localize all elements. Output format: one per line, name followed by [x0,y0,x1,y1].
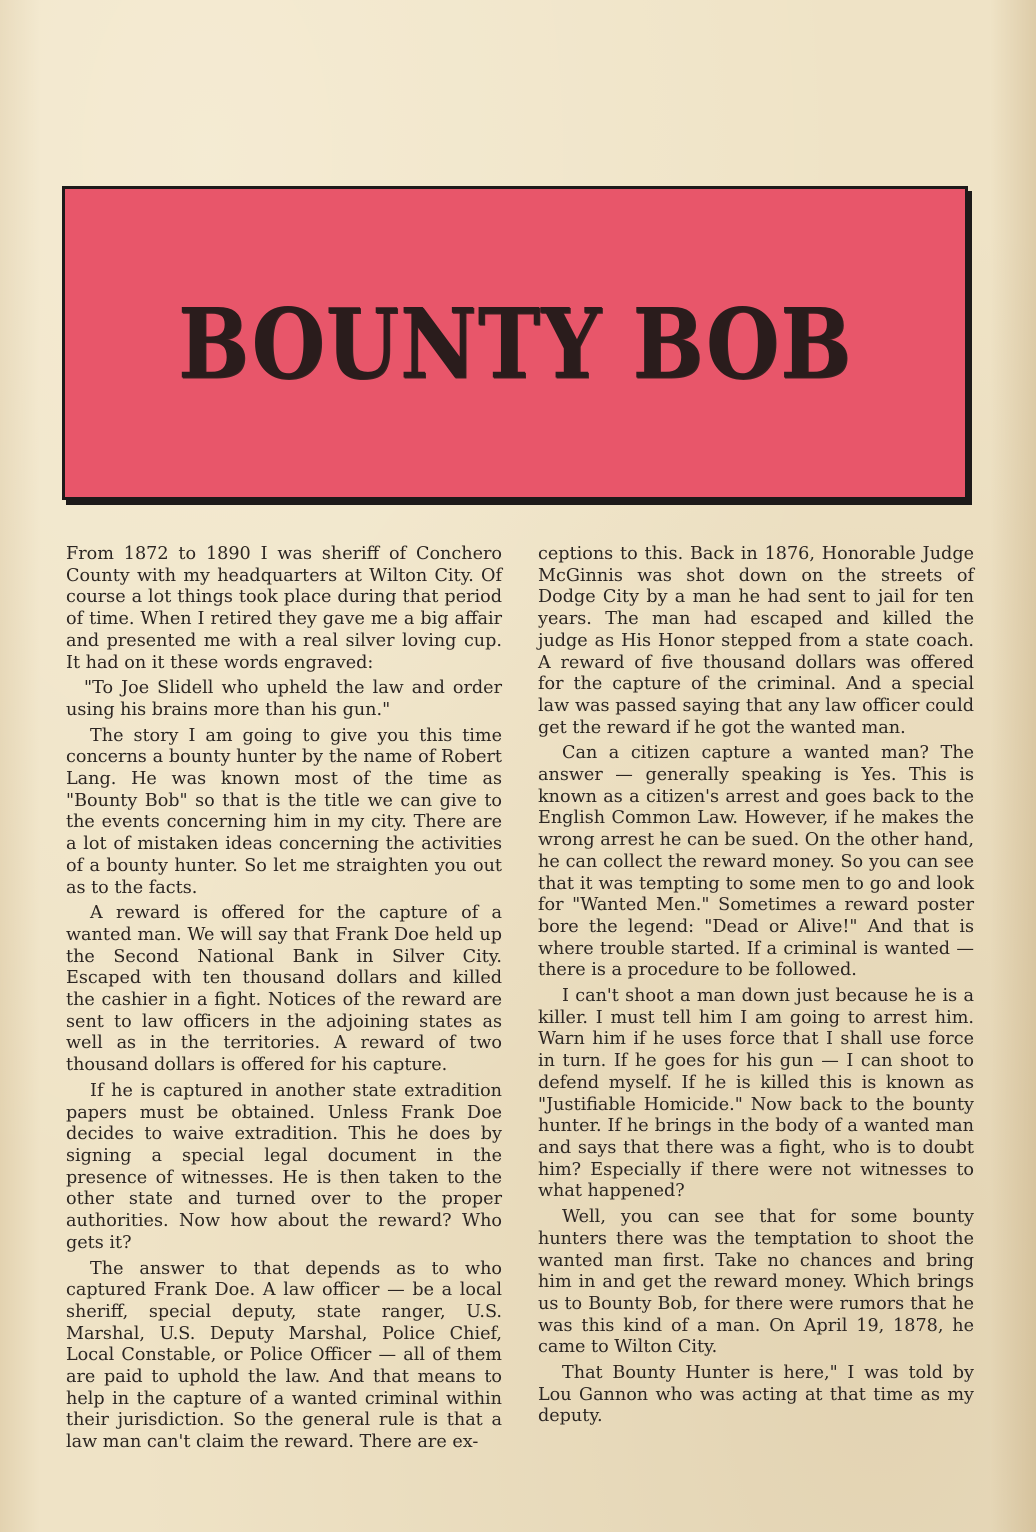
right-column [538,544,974,1427]
paragraph: The story I am going to give you this time concerns a bounty hunter by the name of Robert Lang. He was known most of the time as "Bounty Bob" so that is the title we can give to the events concerning him in my city. There are a lot of mistaken ideas concerning the activities of a bounty hunter. So let me straighten you out as to the facts. [66,725,502,898]
paragraph: If he is captured in another state extradition papers must be obtained. Unless Frank Doe decides to waive extradition. This he does by signing a special legal document in the presence of witnesses. He is then taken to the other state and turned over to the proper authorities. Now how about the reward? Who gets it? [66,1080,502,1253]
paragraph: Well, you can see that for some bounty hunters there was the temptation to shoot the wanted man first. Take no chances and bring him in and get the reward money. Which brings us to Bounty Bob, for there were rumors that he was this kind of a man. On April 19, 1878, he came to Wilton City. [538,1207,974,1358]
paragraph: ceptions to this. Back in 1876, Honorable Judge McGinnis was shot down on the streets of Dodge City by a man he had sent to jail for ten years. The man had escaped and killed the judge as His Honor stepped from a state coach. A reward of five thousand dollars was offered for the capture of the criminal. And a special law was passed saying that any law officer could get the reward if he got the wanted man. [538,544,974,738]
quote-paragraph: "To Joe Slidell who upheld the law and order using his brains more than his gun." [66,678,502,720]
paragraph: Can a citizen capture a wanted man? The answer — generally speaking is Yes. This is known as a citizen's arrest and goes back to the English Common Law. However, if he makes the wrong arrest he can be sued. On the other hand, he can collect the reward money. So you can see that it was tempting to some men to go and look for "Wanted Men." Sometimes a reward poster bore the legend: "Dead or Alive!" And that is where trouble started. If a criminal is wanted — there is a procedure to be followed. [538,743,974,981]
story-title: BOUNTY BOB [177,286,853,400]
paragraph: That Bounty Hunter is here," I was told by Lou Gannon who was acting at that time as my deputy. [538,1363,974,1427]
paragraph: From 1872 to 1890 I was sheriff of Conchero County with my headquarters at Wilton City. Of course a lot things took place during that period of time. When I retired they gave me a big affair and presented me with a real silver loving cup. It had on it these words engraved: [66,544,502,673]
paragraph: The answer to that depends as to who captured Frank Doe. A law officer — be a local sheriff, special deputy, state ranger, U.S. Marshal, U.S. Deputy Marshal, Police Chief, Local Constable, or Police Officer — all of them are paid to uphold the law. And that means to help in the capture of a wanted criminal within their jurisdiction. So the general rule is that a law man can't claim the reward. There are ex- [66,1258,502,1453]
left-column [66,544,502,1453]
paragraph: A reward is offered for the capture of a wanted man. We will say that Frank Doe held up the Second National Bank in Silver City. Escaped with ten thousand dollars and killed the cashier in a fight. Notices of the reward are sent to law officers in the adjoining states as well as in the territories. A reward of two thousand dollars is offered for his capture. [66,903,502,1076]
title-banner [62,186,968,500]
paragraph: I can't shoot a man down just because he is a killer. I must tell him I am going to arrest him. Warn him if he uses force that I shall use force in turn. If he goes for his gun — I can shoot to defend myself. If he is killed this is known as "Justifiable Homicide." Now back to the bounty hunter. If he brings in the body of a wanted man and says that there was a fight, who is to doubt him? Especially if there were not witnesses to what happened? [538,986,974,1202]
article-body [66,544,974,1453]
